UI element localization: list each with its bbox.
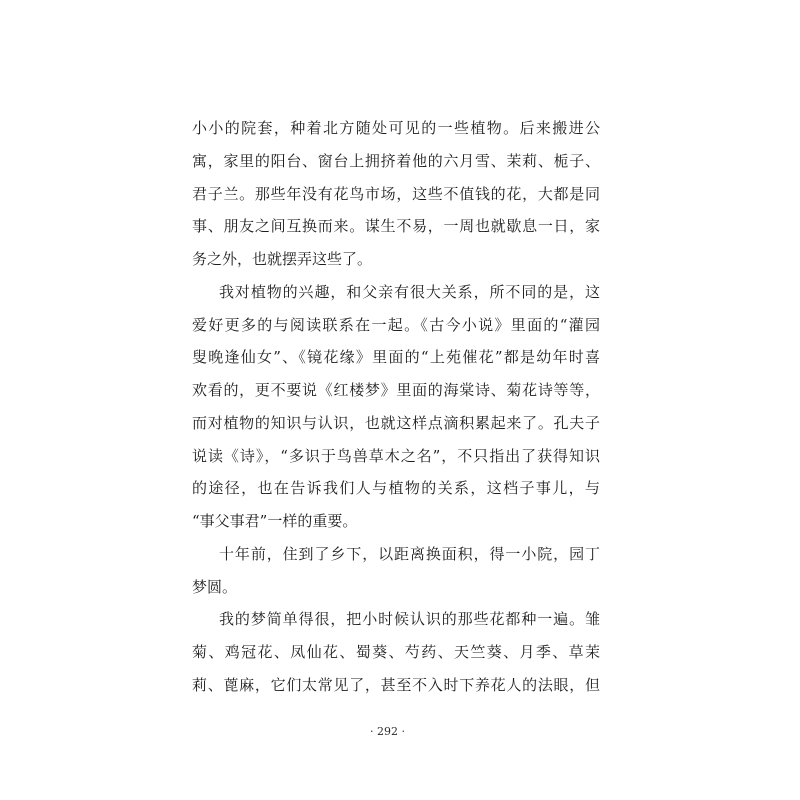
paragraph-interest-in-plants (192, 276, 600, 538)
text-line: 而对植物的知识与认识，也就这样点滴积累起来了。孔夫子 (192, 413, 600, 432)
text-line: 务之外，也就摆弄这些了。 (192, 250, 373, 268)
text-line: “事父事君”一样的重要。 (192, 512, 358, 530)
page-body-text (192, 112, 600, 702)
text-line: 梦圆。 (192, 577, 238, 596)
paragraph-continuation (192, 112, 600, 276)
text-line: 爱好更多的与阅读联系在一起。《古今小说》里面的“灌园 (192, 315, 600, 334)
text-line: 我的梦简单得很，把小时候认识的那些花都种一遍。雏 (219, 610, 600, 629)
text-line: 菊、鸡冠花、凤仙花、蜀葵、芍药、天竺葵、月季、草茉 (192, 643, 600, 661)
text-line: 小小的院套，种着北方随处可见的一些植物。后来搬进公 (192, 119, 600, 137)
text-line: 欢看的，更不要说《红楼梦》里面的海棠诗、菊花诗等等， (192, 381, 600, 399)
text-line: 叟晚逢仙女”、《镜花缘》里面的“上苑催花”都是幼年时喜 (192, 348, 600, 367)
text-line: 说读《诗》，“多识于鸟兽草木之名”，不只指出了获得知识 (192, 446, 600, 465)
text-line: 我对植物的兴趣，和父亲有很大关系，所不同的是，这 (219, 282, 600, 301)
paragraph-ten-years-ago (192, 538, 600, 604)
paragraph-my-dream (192, 603, 600, 701)
page-number: · 292 · (370, 725, 405, 738)
text-line: 君子兰。那些年没有花鸟市场，这些不值钱的花，大都是同 (192, 184, 600, 203)
text-line: 十年前，住到了乡下，以距离换面积，得一小院，园丁 (219, 544, 600, 563)
text-line: 莉、蓖麻，它们太常见了，甚至不入时下养花人的法眼，但 (192, 675, 600, 694)
text-line: 的途径，也在告诉我们人与植物的关系，这档子事儿，与 (192, 479, 600, 498)
text-line: 事、朋友之间互换而来。谋生不易，一周也就歇息一日，家 (192, 217, 600, 236)
text-line: 寓，家里的阳台、窗台上拥挤着他的六月雪、茉莉、栀子、 (192, 151, 600, 170)
